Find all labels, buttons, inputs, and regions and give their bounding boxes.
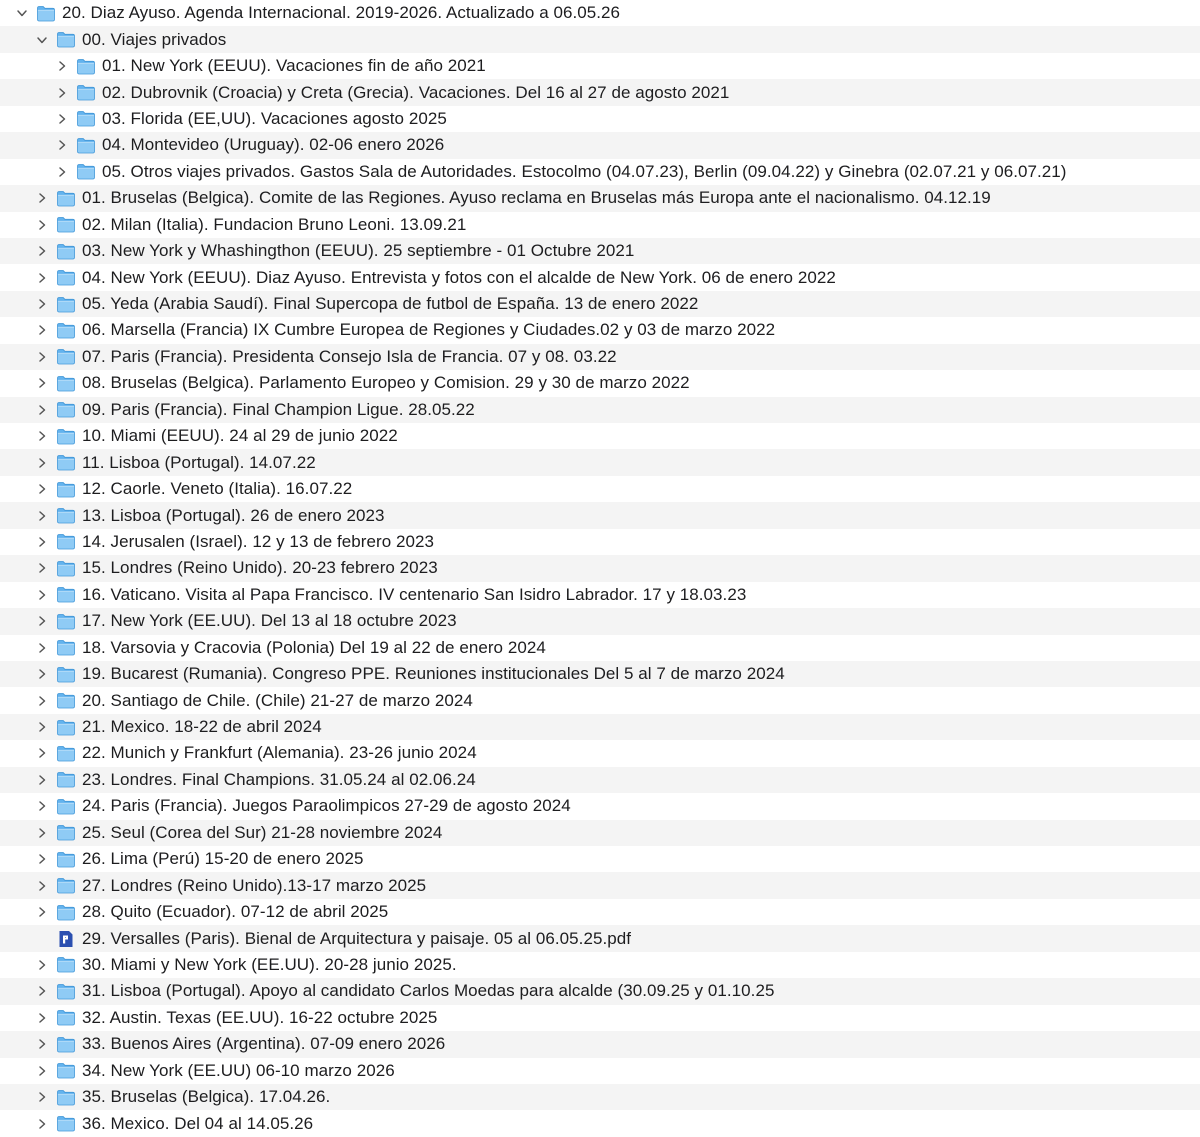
item-label: 25. Seul (Corea del Sur) 21-28 noviembre 2024 [82, 822, 443, 842]
chevron-right-icon[interactable] [36, 402, 48, 418]
folder-icon [56, 533, 76, 550]
folder-row[interactable] [0, 79, 1200, 105]
folder-row[interactable] [0, 1005, 1200, 1031]
item-label: 26. Lima (Perú) 15-20 de enero 2025 [82, 849, 364, 869]
folder-row[interactable] [0, 740, 1200, 766]
chevron-right-icon[interactable] [36, 1010, 48, 1026]
chevron-right-icon[interactable] [36, 534, 48, 550]
folder-icon [56, 401, 76, 418]
chevron-right-icon[interactable] [56, 137, 68, 153]
folder-row[interactable] [0, 767, 1200, 793]
folder-icon [56, 428, 76, 445]
chevron-right-icon[interactable] [36, 375, 48, 391]
chevron-right-icon[interactable] [56, 111, 68, 127]
chevron-right-icon[interactable] [36, 1063, 48, 1079]
chevron-right-icon[interactable] [36, 719, 48, 735]
chevron-right-icon[interactable] [36, 745, 48, 761]
folder-icon [56, 719, 76, 736]
folder-row[interactable] [0, 26, 1200, 52]
chevron-right-icon[interactable] [36, 613, 48, 629]
item-label: 17. New York (EE.UU). Del 13 al 18 octubre 2023 [82, 611, 457, 631]
folder-row[interactable] [0, 872, 1200, 898]
item-label: 04. New York (EEUU). Diaz Ayuso. Entrevista y fotos con el alcalde de New York. 06 de enero 2022 [82, 267, 836, 287]
folder-row[interactable] [0, 1058, 1200, 1084]
folder-row[interactable] [0, 212, 1200, 238]
folder-row[interactable] [0, 1110, 1200, 1136]
folder-row[interactable] [0, 106, 1200, 132]
folder-row[interactable] [0, 661, 1200, 687]
folder-icon [56, 904, 76, 921]
folder-row[interactable] [0, 370, 1200, 396]
item-label: 31. Lisboa (Portugal). Apoyo al candidato Carlos Moedas para alcalde (30.09.25 y 01.10.25 [82, 981, 775, 1001]
item-label: 06. Marsella (Francia) IX Cumbre Europea de Regiones y Ciudades.02 y 03 de marzo 2022 [82, 320, 776, 340]
item-label: 05. Yeda (Arabia Saudí). Final Supercopa de futbol de España. 13 de enero 2022 [82, 294, 699, 314]
item-label: 01. New York (EEUU). Vacaciones fin de año 2021 [102, 56, 486, 76]
chevron-down-icon[interactable] [16, 5, 28, 21]
item-label: 20. Santiago de Chile. (Chile) 21-27 de marzo 2024 [82, 690, 473, 710]
folder-icon [56, 983, 76, 1000]
folder-row[interactable] [0, 291, 1200, 317]
folder-icon [76, 58, 96, 75]
chevron-right-icon[interactable] [36, 322, 48, 338]
item-label: 29. Versalles (Paris). Bienal de Arquitectura y paisaje. 05 al 06.05.25.pdf [82, 928, 632, 948]
chevron-right-icon[interactable] [56, 85, 68, 101]
chevron-right-icon[interactable] [36, 270, 48, 286]
folder-icon [56, 586, 76, 603]
chevron-right-icon[interactable] [36, 243, 48, 259]
folder-icon [56, 375, 76, 392]
folder-icon [56, 745, 76, 762]
folder-row[interactable] [0, 582, 1200, 608]
folder-row[interactable] [0, 608, 1200, 634]
chevron-right-icon[interactable] [36, 666, 48, 682]
item-label: 04. Montevideo (Uruguay). 02-06 enero 2026 [102, 135, 445, 155]
chevron-right-icon[interactable] [36, 772, 48, 788]
folder-row[interactable] [0, 529, 1200, 555]
folder-row[interactable] [0, 0, 1200, 26]
chevron-right-icon[interactable] [36, 349, 48, 365]
folder-row[interactable] [0, 846, 1200, 872]
chevron-down-icon[interactable] [36, 32, 48, 48]
chevron-right-icon[interactable] [36, 640, 48, 656]
item-label: 11. Lisboa (Portugal). 14.07.22 [82, 452, 316, 472]
item-label: 00. Viajes privados [82, 29, 227, 49]
chevron-right-icon[interactable] [56, 164, 68, 180]
folder-icon [56, 613, 76, 630]
item-label: 13. Lisboa (Portugal). 26 de enero 2023 [82, 505, 385, 525]
chevron-right-icon[interactable] [36, 296, 48, 312]
folder-icon [56, 1115, 76, 1132]
folder-row[interactable] [0, 159, 1200, 185]
folder-row[interactable] [0, 238, 1200, 264]
folder-row[interactable] [0, 502, 1200, 528]
item-label: 15. Londres (Reino Unido). 20-23 febrero 2023 [82, 558, 438, 578]
item-label: 19. Bucarest (Rumania). Congreso PPE. Reuniones institucionales Del 5 al 7 de marzo 2024 [82, 664, 785, 684]
folder-row[interactable] [0, 687, 1200, 713]
chevron-right-icon[interactable] [36, 798, 48, 814]
folder-icon [56, 507, 76, 524]
folder-icon [76, 110, 96, 127]
item-label: 21. Mexico. 18-22 de abril 2024 [82, 717, 322, 737]
chevron-right-icon[interactable] [36, 190, 48, 206]
item-label: 12. Caorle. Veneto (Italia). 16.07.22 [82, 479, 353, 499]
item-label: 34. New York (EE.UU) 06-10 marzo 2026 [82, 1060, 395, 1080]
item-label: 35. Bruselas (Belgica). 17.04.26. [82, 1087, 331, 1107]
chevron-right-icon[interactable] [36, 851, 48, 867]
folder-row[interactable] [0, 53, 1200, 79]
folder-icon [76, 163, 96, 180]
folder-row[interactable] [0, 952, 1200, 978]
chevron-right-icon[interactable] [36, 455, 48, 471]
item-label: 30. Miami y New York (EE.UU). 20-28 junio 2025. [82, 954, 457, 974]
item-label: 01. Bruselas (Belgica). Comite de las Regiones. Ayuso reclama en Bruselas más Europa ante el nacionalismo. 04.12.19 [82, 188, 991, 208]
item-label: 10. Miami (EEUU). 24 al 29 de junio 2022 [82, 426, 398, 446]
chevron-right-icon[interactable] [36, 1116, 48, 1132]
item-label: 02. Dubrovnik (Croacia) y Creta (Grecia). Vacaciones. Del 16 al 27 de agosto 2021 [102, 82, 730, 102]
folder-row[interactable] [0, 344, 1200, 370]
folder-icon [56, 190, 76, 207]
item-label: 22. Munich y Frankfurt (Alemania). 23-26 junio 2024 [82, 743, 477, 763]
folder-row[interactable] [0, 978, 1200, 1004]
item-label: 36. Mexico. Del 04 al 14.05.26 [82, 1113, 314, 1133]
folder-icon [56, 269, 76, 286]
item-label: 08. Bruselas (Belgica). Parlamento Europeo y Comision. 29 y 30 de marzo 2022 [82, 373, 690, 393]
folder-icon [56, 481, 76, 498]
chevron-right-icon[interactable] [36, 957, 48, 973]
folder-icon [56, 1089, 76, 1106]
item-label: 23. Londres. Final Champions. 31.05.24 al 02.06.24 [82, 769, 476, 789]
folder-row[interactable] [0, 185, 1200, 211]
chevron-right-icon[interactable] [36, 878, 48, 894]
chevron-right-icon[interactable] [36, 481, 48, 497]
item-label: 33. Buenos Aires (Argentina). 07-09 enero 2026 [82, 1034, 446, 1054]
item-label: 07. Paris (Francia). Presidenta Consejo Isla de Francia. 07 y 08. 03.22 [82, 346, 617, 366]
item-label: 09. Paris (Francia). Final Champion Ligue. 28.05.22 [82, 399, 475, 419]
folder-icon [56, 348, 76, 365]
chevron-right-icon[interactable] [36, 508, 48, 524]
chevron-right-icon[interactable] [36, 693, 48, 709]
folder-icon [56, 31, 76, 48]
folder-row[interactable] [0, 820, 1200, 846]
folder-icon [56, 1036, 76, 1053]
folder-row[interactable] [0, 317, 1200, 343]
folder-row[interactable] [0, 714, 1200, 740]
item-label: 02. Milan (Italia). Fundacion Bruno Leoni. 13.09.21 [82, 214, 467, 234]
folder-icon [56, 243, 76, 260]
folder-row[interactable] [0, 423, 1200, 449]
folder-icon [56, 454, 76, 471]
folder-icon [56, 639, 76, 656]
folder-icon [56, 692, 76, 709]
chevron-right-icon[interactable] [36, 983, 48, 999]
item-label: 05. Otros viajes privados. Gastos Sala de Autoridades. Estocolmo (04.07.23), Berlin (09.04.22) y Ginebra (02.07.21 y 06.07.21) [102, 161, 1067, 181]
folder-row[interactable] [0, 899, 1200, 925]
item-label: 14. Jerusalen (Israel). 12 y 13 de febrero 2023 [82, 531, 435, 551]
folder-row[interactable] [0, 132, 1200, 158]
chevron-right-icon[interactable] [36, 428, 48, 444]
folder-icon [76, 137, 96, 154]
folder-icon [56, 216, 76, 233]
folder-icon [76, 84, 96, 101]
folder-row[interactable] [0, 1084, 1200, 1110]
folder-icon [56, 560, 76, 577]
chevron-right-icon[interactable] [36, 587, 48, 603]
item-label: 18. Varsovia y Cracovia (Polonia) Del 19 al 22 de enero 2024 [82, 637, 546, 657]
file-row[interactable] [0, 925, 1200, 951]
folder-icon [56, 824, 76, 841]
item-label: 32. Austin. Texas (EE.UU). 16-22 octubre 2025 [82, 1007, 438, 1027]
pdf-file-icon [56, 930, 76, 947]
item-label: 03. Florida (EE,UU). Vacaciones agosto 2025 [102, 108, 447, 128]
chevron-right-icon[interactable] [36, 217, 48, 233]
folder-icon [56, 296, 76, 313]
item-label: 27. Londres (Reino Unido).13-17 marzo 2025 [82, 875, 427, 895]
folder-row[interactable] [0, 476, 1200, 502]
item-label: 24. Paris (Francia). Juegos Paraolimpicos 27-29 de agosto 2024 [82, 796, 571, 816]
folder-icon [56, 851, 76, 868]
folder-icon [56, 877, 76, 894]
chevron-right-icon[interactable] [36, 560, 48, 576]
folder-icon [36, 5, 56, 22]
item-label: 20. Diaz Ayuso. Agenda Internacional. 2019-2026. Actualizado a 06.05.26 [62, 3, 621, 23]
chevron-right-icon[interactable] [36, 1089, 48, 1105]
folder-icon [56, 1009, 76, 1026]
chevron-right-icon[interactable] [36, 825, 48, 841]
folder-icon [56, 322, 76, 339]
folder-row[interactable] [0, 449, 1200, 475]
item-label: 03. New York y Whashingthon (EEUU). 25 septiembre - 01 Octubre 2021 [82, 241, 635, 261]
item-label: 28. Quito (Ecuador). 07-12 de abril 2025 [82, 902, 389, 922]
folder-row[interactable] [0, 635, 1200, 661]
folder-row[interactable] [0, 793, 1200, 819]
folder-row[interactable] [0, 1031, 1200, 1057]
folder-icon [56, 956, 76, 973]
item-label: 16. Vaticano. Visita al Papa Francisco. IV centenario San Isidro Labrador. 17 y 18.03.23 [82, 584, 747, 604]
folder-icon [56, 771, 76, 788]
folder-icon [56, 1062, 76, 1079]
chevron-right-icon[interactable] [56, 58, 68, 74]
folder-icon [56, 666, 76, 683]
chevron-right-icon[interactable] [36, 904, 48, 920]
folder-icon [56, 798, 76, 815]
folder-row[interactable] [0, 555, 1200, 581]
folder-row[interactable] [0, 264, 1200, 290]
folder-row[interactable] [0, 397, 1200, 423]
chevron-right-icon[interactable] [36, 1036, 48, 1052]
